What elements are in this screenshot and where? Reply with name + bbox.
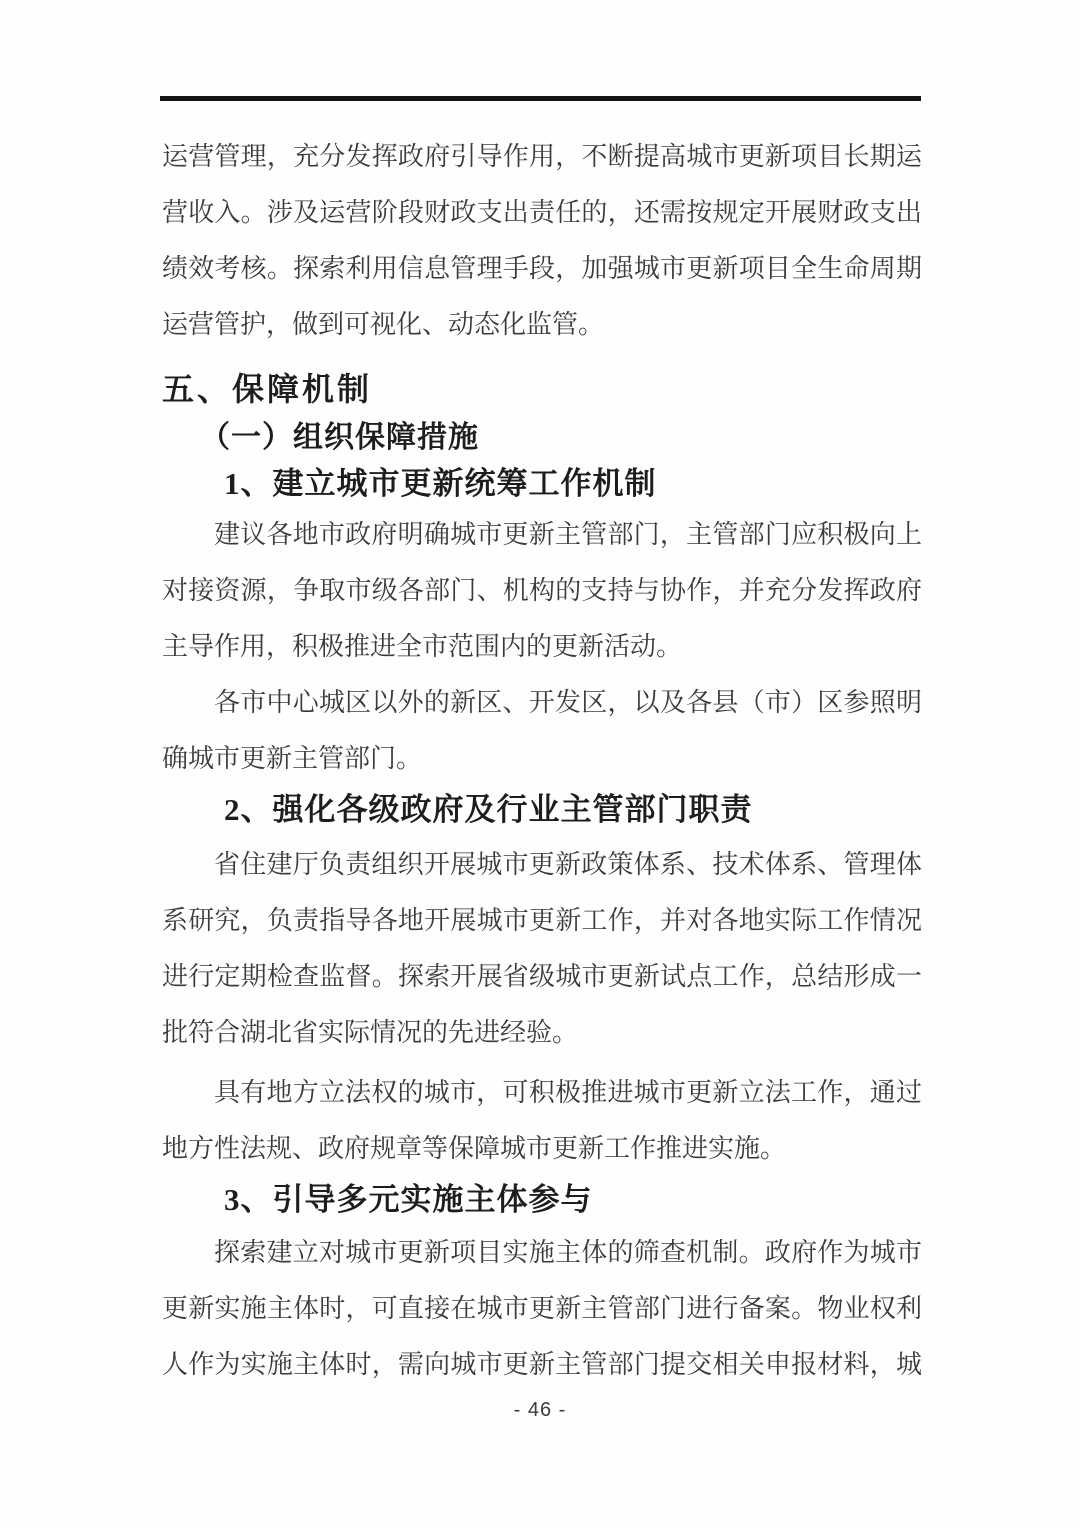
text-line: 具有地方立法权的城市，可积极推进城市更新立法工作，通过 (214, 1078, 922, 1107)
text-line: 探索建立对城市更新项目实施主体的筛查机制。政府作为城市 (214, 1238, 922, 1267)
paragraph-provincial-department (162, 837, 922, 1061)
text-line: 省住建厅负责组织开展城市更新政策体系、技术体系、管理体 (214, 850, 922, 879)
text-line: 更新实施主体时，可直接在城市更新主管部门进行备案。物业权利 (162, 1294, 922, 1323)
heading-item-2-government-responsibilities: 2、强化各级政府及行业主管部门职责 (224, 792, 753, 827)
paragraph-screening-mechanism (162, 1225, 922, 1393)
heading-subsection-1-organizational-measures: （一）组织保障措施 (200, 421, 479, 454)
page-content (162, 129, 922, 1393)
text-line: 批符合湖北省实际情况的先进经验。 (162, 1018, 579, 1047)
text-line: 进行定期检查监督。探索开展省级城市更新试点工作，总结形成一 (162, 962, 922, 991)
text-line: 运营管护，做到可视化、动态化监管。 (162, 310, 605, 339)
heading-item-3-diverse-participants: 3、引导多元实施主体参与 (224, 1182, 593, 1217)
text-line: 对接资源，争取市级各部门、机构的支持与协作，并充分发挥政府 (162, 576, 922, 605)
text-line: 建议各地市政府明确城市更新主管部门，主管部门应积极向上 (214, 520, 922, 549)
text-line: 主导作用，积极推进全市范围内的更新活动。 (162, 632, 683, 661)
paragraph-new-districts (162, 675, 922, 787)
paragraph-continuation (162, 129, 922, 353)
text-line: 运营管理，充分发挥政府引导作用，不断提高城市更新项目长期运 (162, 142, 922, 171)
paragraph-local-legislation (162, 1065, 922, 1177)
text-line: 营收入。涉及运营阶段财政支出责任的，还需按规定开展财政支出 (162, 198, 922, 227)
text-line: 确城市更新主管部门。 (162, 744, 423, 773)
text-line: 系研究，负责指导各地开展城市更新工作，并对各地实际工作情况 (162, 906, 922, 935)
heading-section-5-safeguard-mechanism: 五、保障机制 (162, 371, 373, 407)
heading-item-1-coordination-mechanism: 1、建立城市更新统筹工作机制 (224, 466, 657, 501)
text-line: 人作为实施主体时，需向城市更新主管部门提交相关申报材料，城 (162, 1350, 922, 1379)
text-line: 地方性法规、政府规章等保障城市更新工作推进实施。 (162, 1134, 787, 1163)
text-line: 绩效考核。探索利用信息管理手段，加强城市更新项目全生命周期 (162, 254, 922, 283)
paragraph-city-government (162, 507, 922, 675)
header-rule (160, 96, 921, 101)
text-line: 各市中心城区以外的新区、开发区，以及各县（市）区参照明 (214, 688, 922, 717)
page-number: - 46 - (513, 1399, 567, 1421)
